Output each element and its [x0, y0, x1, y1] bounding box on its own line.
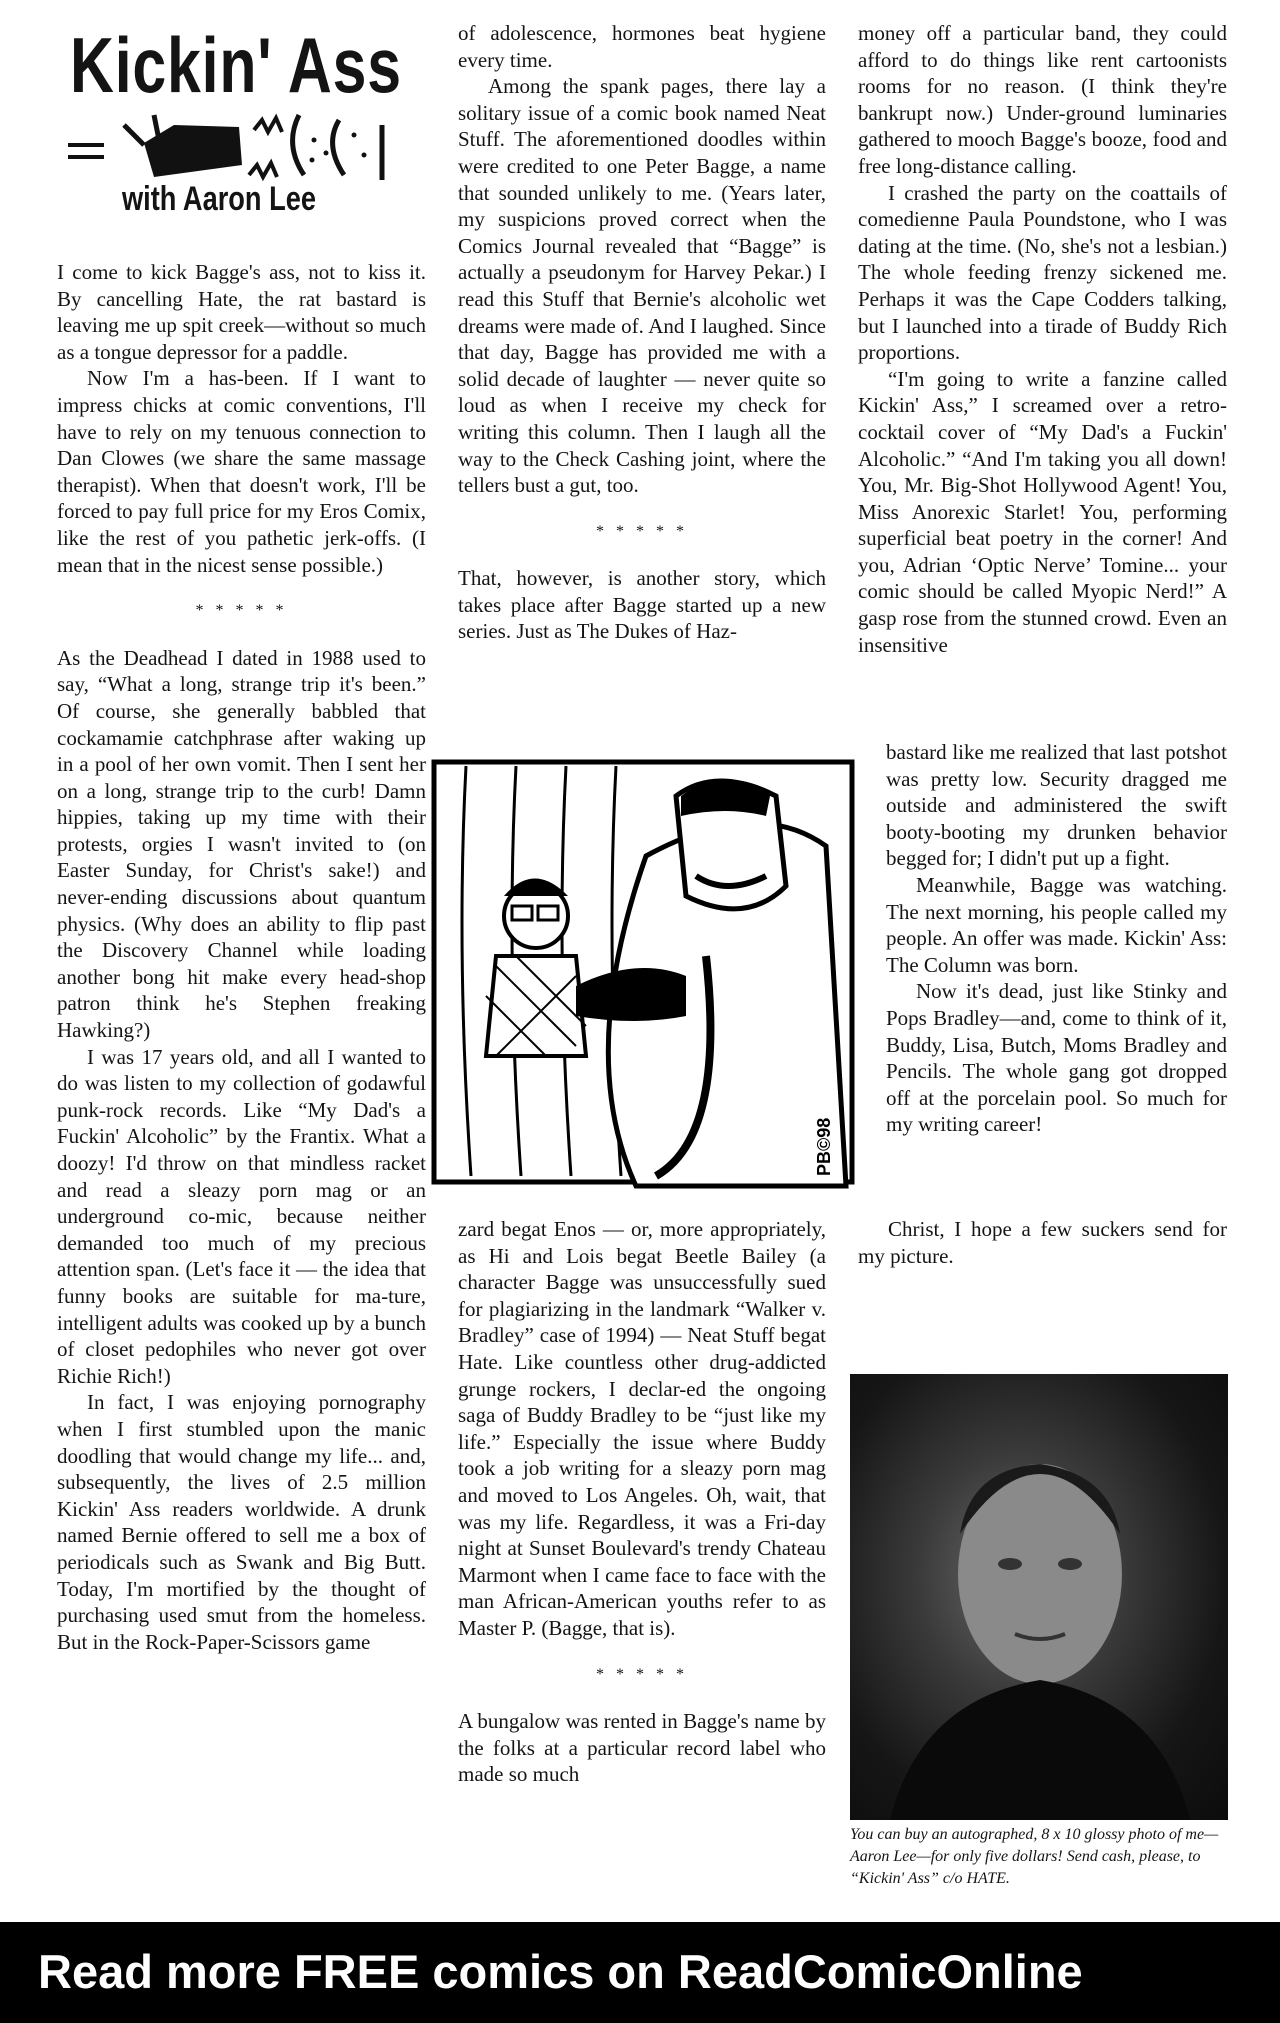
author-photo: [850, 1374, 1228, 1820]
paragraph: Meanwhile, Bagge was watching. The next morning, his people called my people. An offer was made. Kickin' Ass: The Column was born.: [886, 872, 1227, 977]
column-logo: [64, 20, 424, 220]
article-column-2-top: [458, 20, 826, 645]
paragraph: I crashed the party on the coattails of comedienne Paula Poundstone, who I was dating at the time. (No, she's not a lesbian.) The whole feeding frenzy sickened me. Perhaps it was the Cape Codders talking, but I launched into a tirade of Buddy Rich proportions.: [858, 180, 1227, 365]
photo-caption: You can buy an autographed, 8 x 10 glossy photo of me—Aaron Lee—for only five dollars! Send cash, please, to “Kickin' Ass” c/o HATE.: [850, 1826, 1219, 1887]
paragraph: money off a particular band, they could afford to do things like rent cartoonists rooms for no reason. (I think they're bankrupt now.) Under-ground luminaries gathered to mooch Bagge's booze, food and free long-distance calling.: [858, 21, 1227, 178]
paragraph: I come to kick Bagge's ass, not to kiss it. By cancelling Hate, the rat bastard is leaving me up spit creek—without so much as a tongue depressor for a paddle.: [57, 260, 426, 364]
paragraph: Now it's dead, just like Stinky and Pops Bradley—and, come to think of it, Buddy, Lisa, Butch, Moms Bradley and Pencils. The whole gang got dropped off at the porcelain pool. So much for my writing career!: [886, 979, 1227, 1137]
logo-title: Kickin' Ass: [70, 21, 402, 109]
paragraph: Now I'm a has-been. If I want to impress chicks at comic conventions, I'll have to rely on my tenuous connection to Dan Clowes (we share the same massage therapist). When that doesn't work, I'll be forced to pay full price for my Eros Comix, like the rest of you pathetic jerk-offs. (I mean that in the nicest sense possible.): [57, 366, 426, 577]
kicking-boot-illustration: [64, 105, 424, 185]
paragraph: of adolescence, hormones beat hygiene every time.: [458, 21, 826, 72]
article-column-3-wrapped: [886, 739, 1227, 1138]
article-column-1: [57, 259, 426, 1655]
paragraph: bastard like me realized that last potshot was pretty low. Security dragged me outside and administered the swift booty-booting my drunken behavior begged for; I didn't put up a fight.: [886, 740, 1227, 871]
article-column-3-top: [858, 20, 1227, 658]
paragraph: “I'm going to write a fanzine called Kickin' Ass,” I screamed over a retro-cocktail cover of “My Dad's a Fuckin' Alcoholic.” “And I'm taking you all down! You, Mr. Big-Shot Hollywood Agent! You, Miss Anorexic Starlet! You, performing superficial beat poetry in the corner! And you, Adrian ‘Optic Nerve’ Tomine... your comic should be called Myopic Nerd!” A gasp rose from the stunned crowd. Even an insensitive: [858, 366, 1227, 657]
paragraph: Christ, I hope a few suckers send for my picture.: [858, 1217, 1227, 1268]
paragraph: zard begat Enos — or, more appropriately, as Hi and Lois begat Beetle Bailey (a character Bagge was unsuccessfully sued for plagiarizing in the landmark “Walker v. Bradley” case of 1994) — Neat Stuff begat Hate. Like countless other drug-addicted grunge rockers, I declar-ed the ongoing saga of Buddy Bradley to be “just like my life.” Especially the issue where Buddy took a job writing for a sleazy porn mag and moved to Los Angeles. Oh, wait, that was my life. Regardless, it was a Fri-day night at Sunset Boulevard's trendy Chateau Marmont when I came face to face with the man African-American youths refer to as Master P. (Bagge, that is).: [458, 1217, 826, 1640]
paragraph: I was 17 years old, and all I wanted to do was listen to my collection of godawful punk-rock records. Like “My Dad's a Fuckin' Alcoholic” by the Frantix. What a doozy! I'd throw on that mindless racket and read a sleazy porn mag or an underground co-mic, because neither demanded too much of my precious attention span. (Let's face it — the idea that funny books are suitable for ma-ture, intelligent adults was cooked up by a bunch of closet pedophiles who never got over Richie Rich!): [57, 1044, 426, 1388]
article-column-2-bottom: [458, 1216, 826, 1788]
section-divider: * * * * *: [596, 1665, 688, 1683]
paragraph: As the Deadhead I dated in 1988 used to say, “What a long, strange trip it's been.” Of course, she generally babbled that cockamamie catchphrase after waking up in a pool of her own vomit. Then I sent her on a long, strange trip to the curb! Damn hippies, taking up my time with their protests, orgies I wasn't invited to (on Easter Sunday, for Christ's sake!) and never-ending discussions about quantum physics. (Why does an ability to flip past the Discovery Channel while loading another bong hit make every head-shop patron think he's Stephen freaking Hawking?): [57, 645, 426, 1043]
paragraph: That, however, is another story, which takes place after Bagge started up a new series. Just as The Dukes of Haz-: [458, 566, 826, 644]
paragraph: Among the spank pages, there lay a solitary issue of a comic book named Neat Stuff. The aforementioned doodles within were credited to one Peter Bagge, a name that sounded unlikely to me. (Years later, my suspicions proved correct when the Comics Journal revealed that “Bagge” is actually a pseudonym for Harvey Pekar.) I read this Stuff that Bernie's alcoholic wet dreams were made of. And I laughed. Since that day, Bagge has provided me with a solid decade of laughter — never quite so loud as when I receive my check for writing this column. Then I laugh all the way to the Check Cashing joint, where the tellers bust a gut, too.: [458, 74, 826, 498]
comic-panel-illustration: [426, 756, 858, 1190]
logo-subtitle: with Aaron Lee: [122, 180, 316, 218]
section-divider: * * * * *: [596, 522, 688, 540]
article-column-3-bottom: [858, 1216, 1227, 1269]
promo-banner-text[interactable]: Read more FREE comics on ReadComicOnline: [38, 1945, 1083, 1998]
promo-banner[interactable]: [0, 1922, 1280, 2023]
artist-signature: PB©98: [814, 1117, 834, 1176]
paragraph: In fact, I was enjoying pornography when I first stumbled upon the manic doodling that would change my life... and, subsequently, the lives of 2.5 million Kickin' Ass readers worldwide. A drunk named Bernie offered to sell me a box of periodicals such as Swank and Big Butt. Today, I'm mortified by the thought of purchasing used smut from the homeless. But in the Rock-Paper-Scissors game: [57, 1390, 426, 1654]
section-divider: * * * * *: [195, 602, 288, 620]
paragraph: A bungalow was rented in Bagge's name by the folks at a particular record label who made so much: [458, 1709, 826, 1787]
